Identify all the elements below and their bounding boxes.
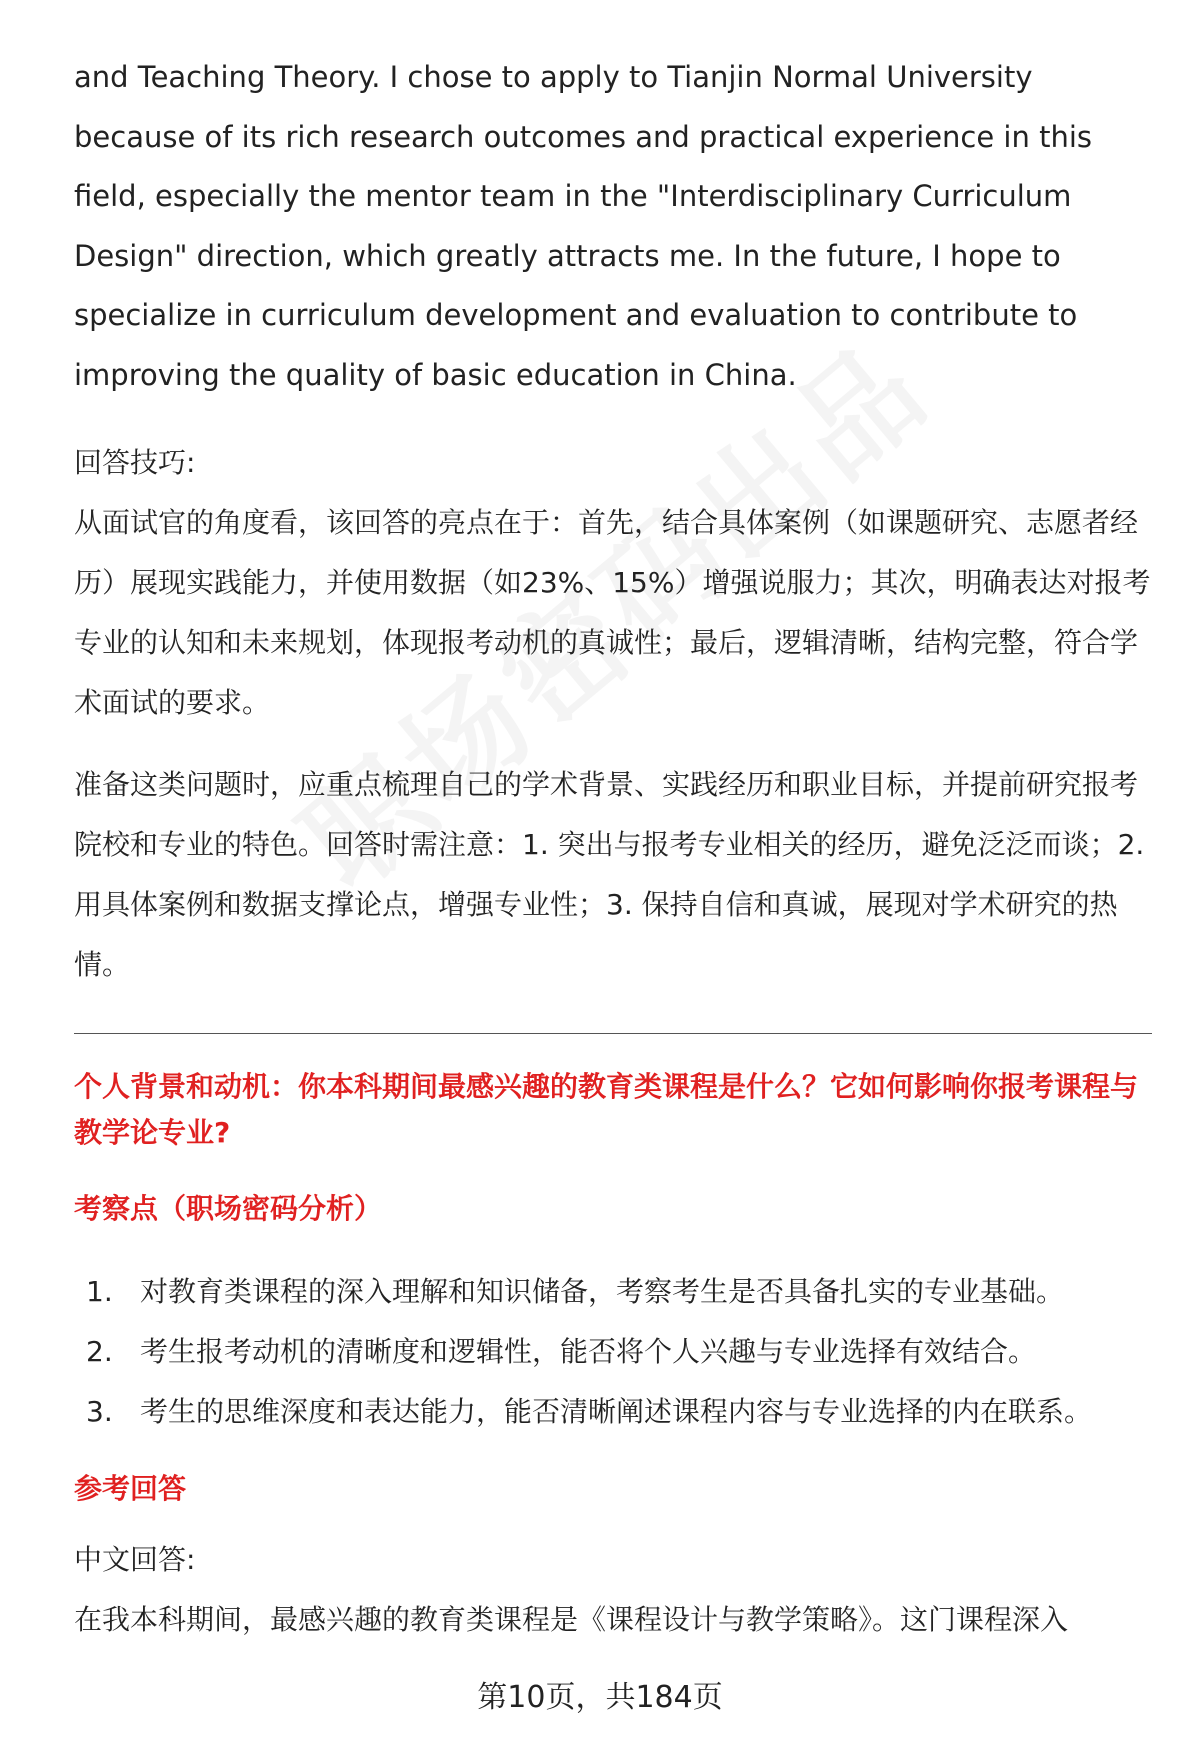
tips-paragraph-2: 准备这类问题时，应重点梳理自己的学术背景、实践经历和职业目标，并提前研究报考院校和专业的特色。回答时需注意：1. 突出与报考专业相关的经历，避免泛泛而谈；2. 用具体案例和数据支撑论点，增强专业性；3. 保持自信和真诚，展现对学术研究的热情。 bbox=[74, 768, 1145, 981]
page-number-footer: 第10页，共184页 bbox=[477, 1680, 723, 1715]
list-item bbox=[74, 1382, 1152, 1442]
cn-answer-start: 在我本科期间，最感兴趣的教育类课程是《课程设计与教学策略》。这门课程深入 bbox=[74, 1603, 1069, 1636]
analysis-heading: 考察点（职场密码分析） bbox=[74, 1192, 383, 1225]
list-number: 1. bbox=[86, 1275, 113, 1308]
tips-paragraph-1: 从面试官的角度看，该回答的亮点在于：首先，结合具体案例（如课题研究、志愿者经历）展现实践能力，并使用数据（如23%、15%）增强说服力；其次，明确表达对报考专业的认知和未来规划，体现报考动机的真诚性；最后，逻辑清晰，结构完整，符合学术面试的要求。 bbox=[74, 506, 1151, 719]
reference-heading: 参考回答 bbox=[74, 1472, 187, 1505]
analysis-points-list bbox=[74, 1262, 1152, 1442]
list-text: 对教育类课程的深入理解和知识储备，考察考生是否具备扎实的专业基础。 bbox=[140, 1275, 1065, 1308]
section-divider bbox=[74, 1033, 1152, 1034]
list-text: 考生的思维深度和表达能力，能否清晰阐述课程内容与专业选择的内在联系。 bbox=[140, 1395, 1093, 1428]
list-text: 考生报考动机的清晰度和逻辑性，能否将个人兴趣与专业选择有效结合。 bbox=[140, 1335, 1037, 1368]
tips-label: 回答技巧: bbox=[74, 446, 196, 479]
cn-answer-label: 中文回答: bbox=[74, 1543, 196, 1576]
question-title: 个人背景和动机：你本科期间最感兴趣的教育类课程是什么？它如何影响你报考课程与教学论专业? bbox=[74, 1070, 1139, 1149]
list-item bbox=[74, 1262, 1152, 1322]
list-item bbox=[74, 1322, 1152, 1382]
document-page bbox=[74, 48, 1152, 1650]
list-number: 3. bbox=[86, 1395, 113, 1428]
english-answer-paragraph: and Teaching Theory. I chose to apply to Tianjin Normal University because of its rich research outcomes and practical experience in this field, especially the mentor team in the "Interdisciplinary Curriculum Design" direction, which greatly attracts me. In the future, I hope to specialize in curriculum development and evaluation to contribute to improving the quality of basic education in China. bbox=[74, 60, 1093, 392]
list-number: 2. bbox=[86, 1335, 113, 1368]
